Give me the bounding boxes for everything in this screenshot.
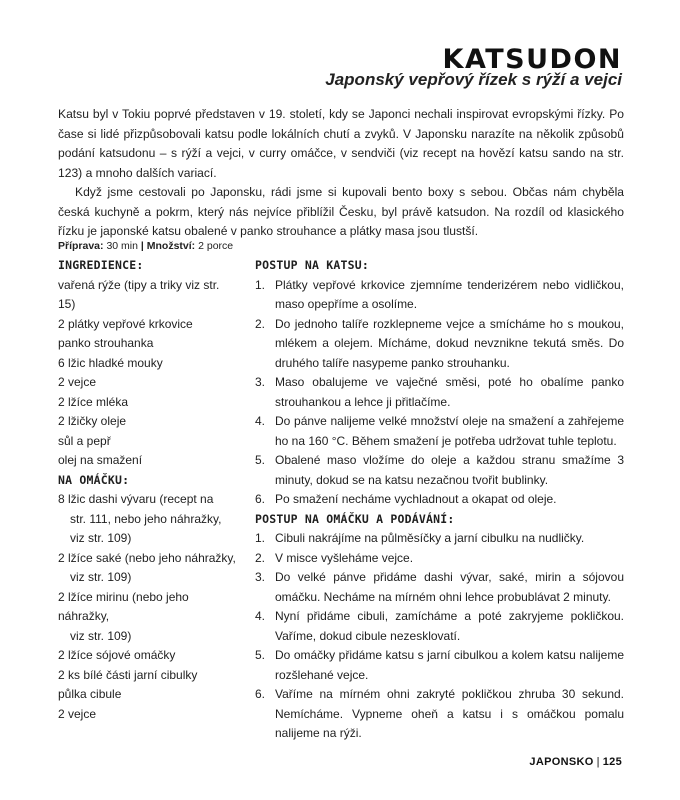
sauce-ingredient-item (58, 588, 238, 647)
sauce-steps-heading: POSTUP NA OMÁČKU A PODÁVÁNÍ: (255, 511, 455, 526)
sauce-ingredient-item: 2 vejce (58, 706, 97, 721)
step-item (255, 276, 624, 315)
ingredients-column (58, 256, 238, 724)
sauce-ingredient-item: 2 ks bílé části jarní cibulky (58, 667, 198, 682)
step-item (255, 490, 624, 510)
step-number: 6. (255, 492, 266, 506)
step-text: Po smažení necháme vychladnout a okapat od oleje. (275, 492, 557, 506)
step-item (255, 451, 624, 490)
ingredients-heading: INGREDIENCE: (58, 258, 144, 272)
ingredients-list (58, 276, 238, 471)
instructions-column (255, 256, 624, 744)
step-item (255, 685, 624, 744)
ingredient-line-continued: viz str. 109) (70, 570, 132, 584)
step-number: 4. (255, 609, 266, 623)
ingredient-item: sůl a pepř (58, 433, 111, 448)
step-text: Do jednoho talíře rozklepneme vejce a smícháme ho s moukou, mlékem a olejem. Mícháme, dokud nevznikne tekutá směs. Do druhého talíře nasypeme panko strouhanku. (275, 316, 624, 370)
intro-paragraph: Když jsme cestovali po Japonsku, rádi jsme si kupovali bento boxy s sebou. Občas nám chyběla česká kuchyně a pokrm, který nás nejvíce přiblížil Česku, byl právě katsudon. Na rozdíl od klasického řízku je japonské katsu obalené v panko strouhance a plátky masa jsou tlustší. (58, 185, 624, 238)
recipe-meta (58, 240, 233, 252)
step-number: 5. (255, 648, 266, 662)
step-number: 1. (255, 531, 266, 545)
step-text: Vaříme na mírném ohni zakryté pokličkou zhruba 30 sekund. Nemícháme. Vypneme oheň a katsu i s omáčkou pomalu nalijeme na rýži. (275, 687, 624, 740)
ingredient-line: 2 lžíce saké (nebo jeho náhražky, (58, 550, 236, 565)
sauce-ingredient-item: 2 lžíce sójové omáčky (58, 648, 176, 662)
step-number: 2. (255, 316, 266, 331)
sauce-steps-list (255, 529, 624, 744)
step-text: Obalené maso vložíme do oleje a každou stranu smažíme 3 minuty, dokud se na katsu nezačnou tvořit bublinky. (275, 453, 624, 487)
step-item (255, 373, 624, 412)
step-number: 2. (255, 550, 266, 565)
ingredient-line: 2 lžíce mirinu (nebo jeho náhražky, (58, 589, 189, 623)
page-number: 125 (602, 756, 622, 768)
katsu-steps-heading: POSTUP NA KATSU: (255, 258, 369, 272)
prep-label: Příprava: (58, 240, 104, 252)
step-text: Cibuli nakrájíme na půlměsíčky a jarní cibulku na nudličky. (275, 531, 585, 545)
step-number: 6. (255, 687, 266, 701)
step-text: Do pánve nalijeme velké množství oleje na smažení a zahřejeme ho na 160 °C. Během smažení je potřeba udržovat tuhle teplotu. (275, 414, 624, 448)
step-text: V misce vyšleháme vejce. (275, 550, 414, 565)
recipe-title: KATSUDON (442, 44, 622, 75)
sauce-ingredient-item: půlka cibule (58, 687, 122, 701)
sauce-ingredients-list (58, 490, 238, 724)
step-number: 4. (255, 414, 266, 428)
katsu-steps-list (255, 276, 624, 510)
step-item (255, 529, 624, 549)
amount-label: Množství: (146, 240, 196, 252)
recipe-subtitle: Japonský vepřový řízek s rýží a vejci (325, 70, 622, 89)
step-text: Do velké pánve přidáme dashi vývar, saké, mirin a sójovou omáčku. Necháme na mírném ohni lehce probublávat 2 minuty. (275, 570, 624, 604)
step-number: 5. (255, 453, 266, 467)
step-item (255, 412, 624, 451)
ingredient-line-continued: str. 111, nebo jeho náhražky, (70, 511, 222, 526)
step-number: 1. (255, 277, 266, 292)
meta-divider: | (140, 240, 144, 252)
step-number: 3. (255, 375, 266, 389)
step-item (255, 568, 624, 607)
ingredient-item: 2 plátky vepřové krkovice (58, 316, 193, 331)
footer-divider: | (596, 756, 600, 768)
ingredient-item: 6 lžic hladké mouky (58, 355, 163, 370)
intro-text (58, 105, 624, 242)
amount-value: 2 porce (198, 240, 234, 252)
page-footer (529, 756, 622, 768)
ingredient-item: 2 lžičky oleje (58, 414, 127, 428)
ingredient-item: vařená rýže (tipy a triky viz str. 15) (58, 277, 220, 311)
sauce-ingredient-item (58, 490, 238, 549)
step-text: Do omáčky přidáme katsu s jarní cibulkou a kolem katsu nalijeme rozšlehané vejce. (275, 648, 624, 682)
ingredient-item: 2 lžíce mléka (58, 394, 129, 409)
step-item (255, 315, 624, 374)
step-text: Maso obalujeme ve vaječné směsi, poté ho obalíme panko strouhankou a lehce ji přitlačíme. (275, 375, 624, 409)
footer-section: JAPONSKO (529, 756, 594, 768)
step-item (255, 549, 624, 569)
ingredient-item: panko strouhanka (58, 336, 154, 350)
ingredient-item: olej na smažení (58, 453, 143, 467)
ingredient-line-continued: viz str. 109) (70, 531, 132, 545)
sauce-ingredients-heading: NA OMÁČKU: (58, 472, 130, 487)
ingredient-line-continued: viz str. 109) (70, 628, 132, 643)
intro-paragraph: Katsu byl v Tokiu poprvé představen v 19. století, kdy se Japonci nechali inspirovat evropskými řízky. Po čase si lidé přizpůsobovali katsu podle lokálních chutí a zvyků. V Japonsku narazíte na několik způsobů podání katsudonu – s rýží a vejci, v curry omáčce, v sendviči (viz recept na hovězí katsu sando na str. 123) a mnoho dalších variací. (58, 107, 624, 180)
step-number: 3. (255, 570, 266, 584)
step-text: Nyní přidáme cibuli, zamícháme a poté zakryjeme pokličkou. Vaříme, dokud cibule nezesklovatí. (275, 609, 624, 643)
ingredient-item: 2 vejce (58, 375, 97, 389)
prep-value: 30 min (106, 240, 138, 252)
step-item (255, 646, 624, 685)
step-item (255, 607, 624, 646)
sauce-ingredient-item (58, 549, 238, 588)
step-text: Plátky vepřové krkovice zjemníme tenderizérem nebo vidličkou, maso opepříme a osolíme. (275, 277, 624, 311)
ingredient-line: 8 lžic dashi vývaru (recept na (58, 492, 214, 506)
